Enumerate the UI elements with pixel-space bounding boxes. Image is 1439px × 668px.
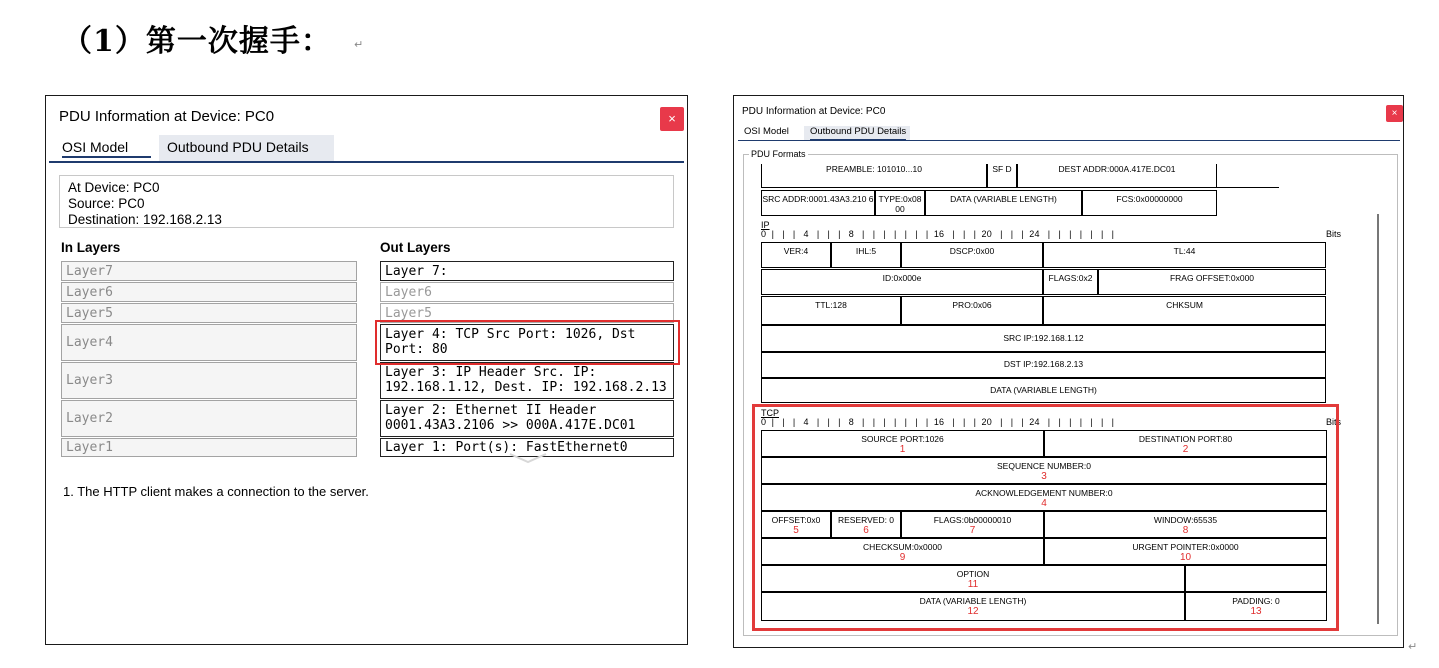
layer-label: Layer 2: Ethernet II Header 0001.43A3.2106 >> 000A.417E.DC01	[385, 403, 636, 433]
layer-label: Layer5	[66, 305, 113, 321]
cell-text: PREAMBLE: 101010...10	[826, 164, 922, 174]
eth-data	[925, 190, 1082, 216]
layer-label: Layer1	[66, 440, 113, 455]
doc-heading: （1）第一次握手：	[62, 24, 332, 59]
eth-src-addr	[761, 190, 875, 216]
cell-text: VER:4	[783, 246, 809, 256]
field-number: 12	[967, 606, 979, 617]
out-layer-6[interactable]	[380, 282, 674, 302]
cell-text: DATA (VARIABLE LENGTH)	[919, 596, 1027, 606]
cell-text: OPTION	[956, 569, 990, 579]
tab-label: OSI Model	[62, 139, 129, 155]
tcp-bit-ruler: 0 | | | 4 | | | 8 | | | | | | | 16 | | | 20 | | | 24 | | | | | | |	[761, 417, 1115, 427]
eth-sfd	[987, 164, 1017, 188]
cell-text: DEST ADDR:000A.417E.DC01	[1058, 164, 1176, 174]
ip-label: IP	[761, 220, 770, 230]
cell-text: DESTINATION PORT:80	[1138, 434, 1233, 444]
layer-label: Layer5	[385, 305, 432, 321]
layer-label: Layer 7:	[385, 263, 448, 279]
out-layer-2[interactable]	[380, 400, 674, 437]
cell-text: TYPE:0x08 00	[878, 194, 922, 214]
field-number: 1	[899, 444, 906, 455]
layer-label: Layer3	[66, 373, 113, 388]
ip-data	[761, 378, 1326, 403]
ip-flags	[1043, 269, 1098, 295]
eth-fcs	[1082, 190, 1217, 216]
ip-frag-offset	[1098, 269, 1326, 295]
tcp-label: TCP	[761, 408, 779, 418]
tab-underline	[62, 156, 151, 158]
cell-text: RESERVED: 0	[837, 515, 895, 525]
eth-type	[875, 190, 925, 216]
cell-text: PRO:0x06	[952, 300, 992, 310]
in-layer-4[interactable]	[61, 324, 357, 361]
layer-label: Layer4	[66, 335, 113, 350]
field-number: 3	[1041, 471, 1047, 482]
close-button[interactable]	[1386, 105, 1403, 122]
info-device: At Device: PC0	[68, 180, 160, 195]
tab-outbound-pdu-details[interactable]	[159, 135, 334, 161]
paragraph-mark: ↵	[354, 38, 364, 51]
vertical-scrollbar[interactable]	[1377, 214, 1379, 624]
cell-text: FLAGS:0x2	[1048, 273, 1093, 283]
field-number: 2	[1182, 444, 1189, 455]
cell-text: PADDING: 0	[1232, 596, 1280, 606]
in-layer-7[interactable]	[61, 261, 357, 281]
cell-text: TTL:128	[815, 300, 847, 310]
ip-ihl	[831, 242, 901, 268]
cell-text: CHECKSUM:0x0000	[863, 542, 942, 552]
chevron-down-icon[interactable]	[509, 452, 547, 464]
ip-id	[761, 269, 1043, 295]
cell-text: OFFSET:0x0	[771, 515, 821, 525]
out-layer-7[interactable]	[380, 261, 674, 281]
cell-text: DSCP:0x00	[949, 246, 995, 256]
cell-text: FRAG OFFSET:0x000	[1169, 273, 1255, 283]
cell-text: FLAGS:0b00000010	[933, 515, 1012, 525]
ip-bits-label: Bits	[1326, 229, 1342, 239]
ip-dscp	[901, 242, 1043, 268]
ip-checksum	[1043, 296, 1326, 325]
out-layer-3[interactable]	[380, 362, 674, 399]
cell-text: ID:0x000e	[882, 273, 922, 283]
tab-osi-model[interactable]	[49, 135, 159, 161]
tab-label: Outbound PDU Details	[167, 139, 309, 155]
layer-label: Layer 1: Port(s): FastEthernet0	[385, 440, 628, 455]
paragraph-mark: ↵	[1408, 640, 1418, 653]
highlight-tcp-header	[752, 404, 1342, 631]
layer-label: Layer2	[66, 411, 113, 426]
window-title: PDU Information at Device: PC0	[59, 108, 275, 125]
tab-bar	[49, 135, 684, 163]
close-icon: ×	[1391, 108, 1398, 119]
ip-dst	[761, 352, 1326, 378]
cell-text: DATA (VARIABLE LENGTH)	[990, 385, 1097, 395]
ip-src	[761, 325, 1326, 352]
tab-underline	[810, 139, 906, 141]
in-layer-6[interactable]	[61, 282, 357, 302]
ip-total-length	[1043, 242, 1326, 268]
info-source: Source: PC0	[68, 196, 145, 211]
layer-label: Layer6	[385, 284, 432, 300]
layer-label: Layer 4: TCP Src Port: 1026, Dst Port: 80	[385, 327, 636, 357]
cell-text: DATA (VARIABLE LENGTH)	[950, 194, 1057, 204]
field-number: 4	[1041, 498, 1047, 509]
cell-text: WINDOW:65535	[1153, 515, 1218, 525]
tab-outbound-pdu-details[interactable]	[804, 126, 910, 140]
ip-ttl	[761, 296, 901, 325]
field-number: 11	[967, 579, 979, 590]
pdu-window-osi	[45, 95, 688, 645]
eth-line	[1217, 187, 1279, 188]
layer-label: Layer7	[66, 263, 113, 279]
cell-text: SF D	[992, 164, 1012, 174]
in-layer-2[interactable]	[61, 400, 357, 437]
layer-label: Layer6	[66, 284, 113, 300]
cell-text: ACKNOWLEDGEMENT NUMBER:0	[975, 488, 1113, 498]
field-number: 8	[1182, 525, 1189, 536]
window-title: PDU Information at Device: PC0	[742, 106, 886, 117]
field-number: 10	[1179, 552, 1192, 563]
field-number: 7	[969, 525, 976, 536]
cell-text: FCS:0x00000000	[1116, 194, 1183, 204]
eth-preamble	[761, 164, 987, 188]
layer-label: Layer 3: IP Header Src. IP: 192.168.1.12, Dest. IP: 192.168.2.13	[385, 365, 667, 395]
ip-protocol	[901, 296, 1043, 325]
tab-bar	[738, 124, 1400, 141]
cell-text: IHL:5	[855, 246, 877, 256]
cell-text: SEQUENCE NUMBER:0	[997, 461, 1091, 471]
field-number: 13	[1250, 606, 1262, 617]
tab-osi-model[interactable]: OSI Model	[744, 126, 789, 137]
cell-text: CHKSUM	[1166, 300, 1203, 310]
out-layers-header: Out Layers	[380, 240, 451, 255]
pdu-formats-legend: PDU Formats	[751, 149, 806, 159]
cell-text: SRC ADDR:0001.43A3.210 6	[762, 194, 874, 204]
in-layers-header: In Layers	[61, 240, 121, 255]
cell-text: URGENT POINTER:0x0000	[1132, 542, 1239, 552]
cell-text: SOURCE PORT:1026	[861, 434, 944, 444]
eth-dest-addr	[1017, 164, 1217, 188]
tab-label: Outbound PDU Details	[810, 126, 907, 137]
event-description: 1. The HTTP client makes a connection to the server.	[63, 484, 369, 499]
cell-text: SRC IP:192.168.1.12	[1003, 333, 1084, 343]
in-layer-5[interactable]	[61, 303, 357, 323]
ip-bit-ruler: 0 | | | 4 | | | 8 | | | | | | | 16 | | | 20 | | | 24 | | | | | | |	[761, 229, 1115, 239]
in-layer-1[interactable]	[61, 438, 357, 457]
close-icon: ×	[668, 111, 676, 126]
cell-text: DST IP:192.168.2.13	[1003, 359, 1084, 369]
close-button[interactable]	[660, 107, 684, 131]
ip-ver	[761, 242, 831, 268]
tcp-bits-label: Bits	[1326, 417, 1342, 427]
info-destination: Destination: 192.168.2.13	[68, 212, 222, 227]
field-number: 9	[899, 552, 906, 563]
highlight-layer4	[375, 320, 680, 365]
field-number: 5	[793, 525, 799, 536]
cell-text: TL:44	[1173, 246, 1196, 256]
in-layer-3[interactable]	[61, 362, 357, 399]
device-info	[59, 175, 674, 228]
field-number: 6	[863, 525, 869, 536]
